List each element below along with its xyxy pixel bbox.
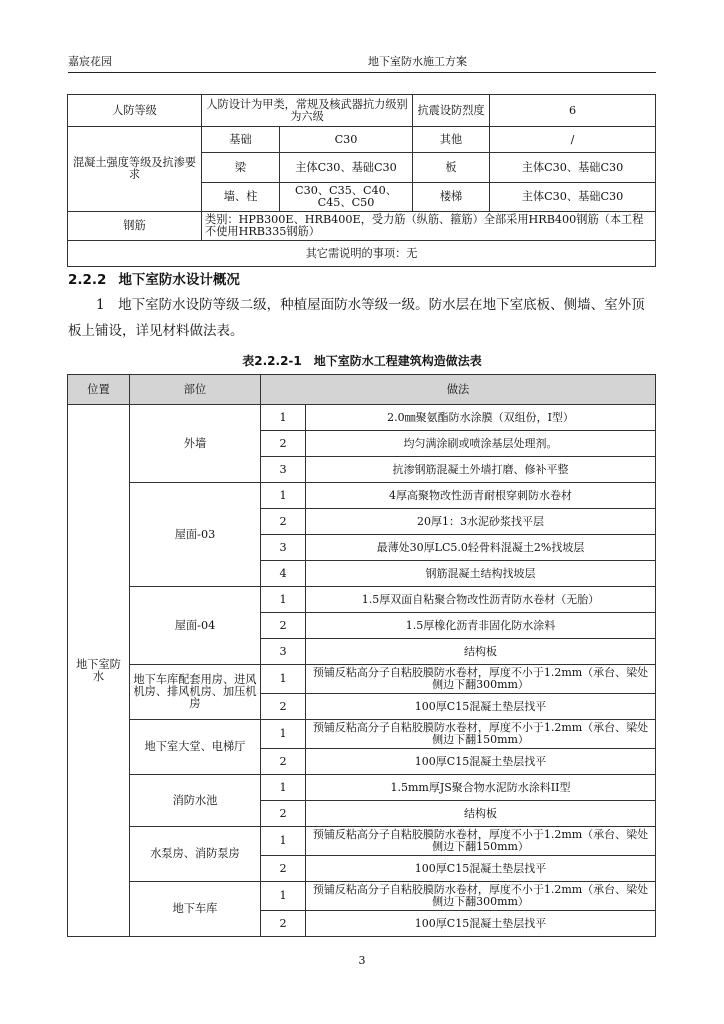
header-part: 部位 xyxy=(130,375,261,405)
table-row xyxy=(68,882,656,911)
step-description: 结构板 xyxy=(306,639,656,665)
header-position: 位置 xyxy=(68,375,130,405)
header-method: 做法 xyxy=(261,375,656,405)
table-row xyxy=(68,587,656,613)
step-description: 结构板 xyxy=(306,801,656,827)
slab-value: 主体C30、基础C30 xyxy=(490,153,656,183)
step-number: 2 xyxy=(261,749,306,775)
step-number: 2 xyxy=(261,856,306,882)
step-description: 4厚高聚物改性沥青耐根穿刺防水卷材 xyxy=(306,483,656,509)
part-cell: 地下室大堂、电梯厅 xyxy=(130,720,261,775)
notes-row xyxy=(68,241,656,267)
wall-value: C30、C35、C40、C45、C50 xyxy=(280,183,413,212)
step-number: 2 xyxy=(261,613,306,639)
step-number: 3 xyxy=(261,457,306,483)
stair-label: 楼梯 xyxy=(413,183,490,212)
part-cell: 外墙 xyxy=(130,405,261,483)
step-number: 2 xyxy=(261,431,306,457)
slab-label: 板 xyxy=(413,153,490,183)
table-row xyxy=(68,775,656,801)
seismic-value: 6 xyxy=(490,95,656,127)
step-description: 1.5厚双面自粘聚合物改性沥青防水卷材（无胎） xyxy=(306,587,656,613)
project-spec-table xyxy=(67,94,656,267)
concrete-label: 混凝土强度等级及抗渗要求 xyxy=(68,127,202,212)
step-description: 100厚C15混凝土垫层找平 xyxy=(306,911,656,937)
step-description: 抗渗钢筋混凝土外墙打磨、修补平整 xyxy=(306,457,656,483)
step-description: 1.5厚橡化沥青非固化防水涂料 xyxy=(306,613,656,639)
wall-label: 墙、柱 xyxy=(202,183,280,212)
step-number: 3 xyxy=(261,535,306,561)
step-number: 2 xyxy=(261,911,306,937)
step-description: 最薄处30厚LC5.0轻骨料混凝土2%找坡层 xyxy=(306,535,656,561)
step-description: 钢筋混凝土结构找坡层 xyxy=(306,561,656,587)
foundation-label: 基础 xyxy=(202,127,280,153)
part-cell: 消防水池 xyxy=(130,775,261,827)
step-number: 1 xyxy=(261,665,306,694)
table-header-row xyxy=(68,375,656,405)
step-number: 3 xyxy=(261,639,306,665)
step-number: 1 xyxy=(261,587,306,613)
waterproof-construction-table xyxy=(67,374,656,937)
table-row xyxy=(68,665,656,694)
rebar-label: 钢筋 xyxy=(68,212,202,241)
table-body xyxy=(68,405,656,937)
step-description: 预铺反粘高分子自粘胶膜防水卷材，厚度不小于1.2mm（承台、梁处侧边下翻150mm） xyxy=(306,720,656,749)
project-name: 嘉宸花园 xyxy=(68,55,112,68)
page-header xyxy=(68,50,656,73)
part-cell: 地下车库 xyxy=(130,882,261,937)
step-description: 1.5mm厚JS聚合物水泥防水涂料II型 xyxy=(306,775,656,801)
section-number: 2.2.2 xyxy=(68,272,107,288)
part-cell: 水泵房、消防泵房 xyxy=(130,827,261,882)
table-row xyxy=(68,827,656,856)
step-number: 1 xyxy=(261,882,306,911)
step-description: 均匀满涂刷或喷涂基层处理剂。 xyxy=(306,431,656,457)
section-title: 地下室防水设计概况 xyxy=(118,272,240,288)
step-number: 4 xyxy=(261,561,306,587)
part-cell: 屋面-04 xyxy=(130,587,261,665)
civil-defense-label: 人防等级 xyxy=(68,95,202,127)
step-number: 1 xyxy=(261,720,306,749)
part-cell: 地下车库配套用房、进风机房、排风机房、加压机房 xyxy=(130,665,261,720)
seismic-label: 抗震设防烈度 xyxy=(413,95,490,127)
step-number: 2 xyxy=(261,509,306,535)
table-row xyxy=(68,720,656,749)
beam-label: 梁 xyxy=(202,153,280,183)
other-notes: 其它需说明的事项：无 xyxy=(68,241,656,267)
table-caption: 表2.2.2-1 地下室防水工程建筑构造做法表 xyxy=(242,354,482,368)
concrete-row-foundation xyxy=(68,127,656,153)
other-value: / xyxy=(490,127,656,153)
rebar-value: 类别：HPB300E、HRB400E，受力筋（纵筋、箍筋）全部采用HRB400钢筋（本工程不使用HRB335钢筋） xyxy=(202,212,656,241)
step-number: 1 xyxy=(261,483,306,509)
step-description: 100厚C15混凝土垫层找平 xyxy=(306,749,656,775)
step-description: 2.0㎜聚氨酯防水涂膜（双组份，I型） xyxy=(306,405,656,431)
table-row xyxy=(68,405,656,431)
step-number: 1 xyxy=(261,405,306,431)
step-number: 1 xyxy=(261,827,306,856)
step-number: 2 xyxy=(261,801,306,827)
step-description: 20厚1：3水泥砂浆找平层 xyxy=(306,509,656,535)
section-paragraph: 1 地下室防水设防等级二级，种植屋面防水等级一级。防水层在地下室底板、侧墙、室外顶板上铺设，详见材料做法表。 xyxy=(68,297,645,339)
step-description: 100厚C15混凝土垫层找平 xyxy=(306,694,656,720)
section-heading xyxy=(68,268,240,288)
step-description: 100厚C15混凝土垫层找平 xyxy=(306,856,656,882)
part-cell: 屋面-03 xyxy=(130,483,261,587)
stair-value: 主体C30、基础C30 xyxy=(490,183,656,212)
page-number: 3 xyxy=(358,954,366,967)
beam-value: 主体C30、基础C30 xyxy=(280,153,413,183)
table-row xyxy=(68,483,656,509)
civil-defense-row xyxy=(68,95,656,127)
rebar-row xyxy=(68,212,656,241)
foundation-value: C30 xyxy=(280,127,413,153)
step-description: 预铺反粘高分子自粘胶膜防水卷材，厚度不小于1.2mm（承台、梁处侧边下翻150mm） xyxy=(306,827,656,856)
step-description: 预铺反粘高分子自粘胶膜防水卷材，厚度不小于1.2mm（承台、梁处侧边下翻300mm） xyxy=(306,665,656,694)
step-number: 2 xyxy=(261,694,306,720)
other-label: 其他 xyxy=(413,127,490,153)
step-number: 1 xyxy=(261,775,306,801)
document-title: 地下室防水施工方案 xyxy=(368,55,467,68)
civil-defense-value: 人防设计为甲类，常规及核武器抗力级别为六级 xyxy=(202,95,413,127)
position-cell: 地下室防水 xyxy=(68,405,130,937)
step-description: 预铺反粘高分子自粘胶膜防水卷材，厚度不小于1.2mm（承台、梁处侧边下翻300mm） xyxy=(306,882,656,911)
